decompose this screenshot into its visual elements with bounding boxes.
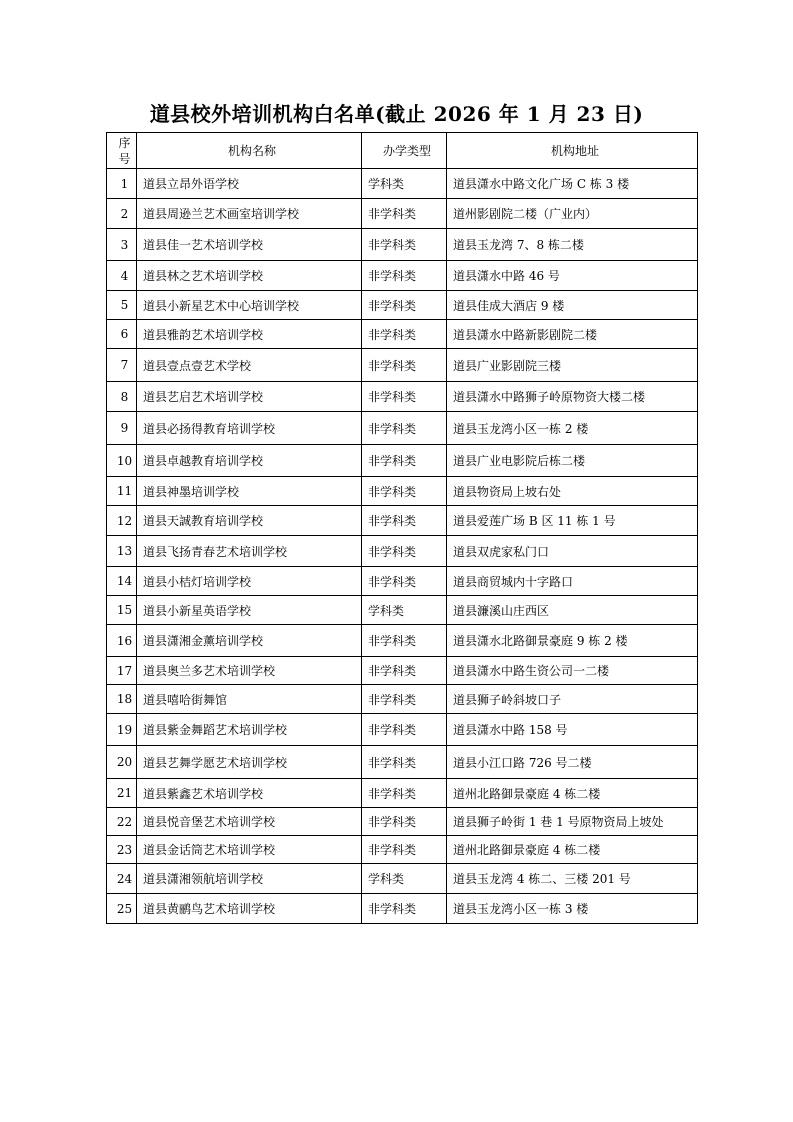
address-cell: 道县广业电影院后栋二楼 xyxy=(447,445,698,477)
school-type-cell: 非学科类 xyxy=(362,261,447,291)
school-type-cell: 非学科类 xyxy=(362,746,447,779)
institution-name-cell: 道县飞扬青春艺术培训学校 xyxy=(137,536,362,567)
row-number-cell: 23 xyxy=(107,836,137,864)
row-number-cell: 5 xyxy=(107,291,137,320)
address-cell: 道州影剧院二楼（广业内） xyxy=(447,199,698,229)
address-cell: 道县濂溪山庄西区 xyxy=(447,596,698,625)
school-type-cell: 非学科类 xyxy=(362,567,447,596)
address-cell: 道县狮子岭街 1 巷 1 号原物资局上坡处 xyxy=(447,808,698,836)
school-type-cell: 非学科类 xyxy=(362,199,447,229)
school-type-cell: 非学科类 xyxy=(362,536,447,567)
address-cell: 道县商贸城内十字路口 xyxy=(447,567,698,596)
row-number-cell: 13 xyxy=(107,536,137,567)
header-serial-line1: 序 xyxy=(118,135,131,150)
institution-name-cell: 道县潇湘领航培训学校 xyxy=(137,864,362,894)
school-type-cell: 非学科类 xyxy=(362,412,447,445)
whitelist-table xyxy=(106,132,698,924)
row-number-cell: 17 xyxy=(107,657,137,685)
address-cell: 道州北路御景豪庭 4 栋二楼 xyxy=(447,836,698,864)
table-row xyxy=(107,596,698,625)
table-row xyxy=(107,382,698,412)
address-cell: 道州北路御景豪庭 4 栋二楼 xyxy=(447,779,698,808)
table-row xyxy=(107,685,698,714)
institution-name-cell: 道县小新星英语学校 xyxy=(137,596,362,625)
institution-name-cell: 道县立昂外语学校 xyxy=(137,169,362,199)
row-number-cell: 11 xyxy=(107,477,137,506)
institution-name-cell: 道县佳一艺术培训学校 xyxy=(137,229,362,261)
row-number-cell: 22 xyxy=(107,808,137,836)
row-number-cell: 7 xyxy=(107,349,137,382)
school-type-cell: 非学科类 xyxy=(362,808,447,836)
address-cell: 道县广业影剧院三楼 xyxy=(447,349,698,382)
institution-name-cell: 道县艺舞学愿艺术培训学校 xyxy=(137,746,362,779)
address-cell: 道县潇水中路新影剧院二楼 xyxy=(447,320,698,349)
table-row xyxy=(107,412,698,445)
address-cell: 道县玉龙湾小区一栋 2 楼 xyxy=(447,412,698,445)
row-number-cell: 14 xyxy=(107,567,137,596)
table-row xyxy=(107,894,698,924)
school-type-cell: 学科类 xyxy=(362,596,447,625)
address-cell: 道县物资局上坡右处 xyxy=(447,477,698,506)
institution-name-cell: 道县神墨培训学校 xyxy=(137,477,362,506)
institution-name-cell: 道县壹点壹艺术学校 xyxy=(137,349,362,382)
table-row xyxy=(107,169,698,199)
school-type-cell: 非学科类 xyxy=(362,382,447,412)
school-type-cell: 非学科类 xyxy=(362,836,447,864)
row-number-cell: 24 xyxy=(107,864,137,894)
school-type-cell: 非学科类 xyxy=(362,894,447,924)
institution-name-cell: 道县艺启艺术培训学校 xyxy=(137,382,362,412)
address-cell: 道县小江口路 726 号二楼 xyxy=(447,746,698,779)
school-type-cell: 学科类 xyxy=(362,169,447,199)
school-type-cell: 学科类 xyxy=(362,864,447,894)
table-row xyxy=(107,291,698,320)
row-number-cell: 1 xyxy=(107,169,137,199)
table-row xyxy=(107,199,698,229)
table-row xyxy=(107,657,698,685)
school-type-cell: 非学科类 xyxy=(362,477,447,506)
table-row xyxy=(107,506,698,536)
address-cell: 道县潇水北路御景豪庭 9 栋 2 楼 xyxy=(447,625,698,657)
institution-name-cell: 道县悦音堡艺术培训学校 xyxy=(137,808,362,836)
row-number-cell: 3 xyxy=(107,229,137,261)
address-cell: 道县潇水中路文化广场 C 栋 3 楼 xyxy=(447,169,698,199)
address-cell: 道县爱莲广场 B 区 11 栋 1 号 xyxy=(447,506,698,536)
table-row xyxy=(107,536,698,567)
institution-name-cell: 道县天誠教育培训学校 xyxy=(137,506,362,536)
header-serial-number xyxy=(107,133,137,169)
page-title: 道县校外培训机构白名单(截止 2026 年 1 月 23 日) xyxy=(149,102,644,126)
table-row xyxy=(107,808,698,836)
row-number-cell: 16 xyxy=(107,625,137,657)
row-number-cell: 4 xyxy=(107,261,137,291)
row-number-cell: 10 xyxy=(107,445,137,477)
address-cell: 道县双虎家私门口 xyxy=(447,536,698,567)
school-type-cell: 非学科类 xyxy=(362,229,447,261)
institution-name-cell: 道县嘻哈街舞馆 xyxy=(137,685,362,714)
table-row xyxy=(107,714,698,746)
school-type-cell: 非学科类 xyxy=(362,685,447,714)
header-school-type: 办学类型 xyxy=(362,133,447,169)
school-type-cell: 非学科类 xyxy=(362,445,447,477)
school-type-cell: 非学科类 xyxy=(362,779,447,808)
row-number-cell: 20 xyxy=(107,746,137,779)
institution-name-cell: 道县周逊兰艺术画室培训学校 xyxy=(137,199,362,229)
institution-name-cell: 道县紫金舞蹈艺术培训学校 xyxy=(137,714,362,746)
row-number-cell: 18 xyxy=(107,685,137,714)
institution-name-cell: 道县潇湘金薰培训学校 xyxy=(137,625,362,657)
institution-name-cell: 道县林之艺术培训学校 xyxy=(137,261,362,291)
row-number-cell: 8 xyxy=(107,382,137,412)
table-row xyxy=(107,625,698,657)
institution-name-cell: 道县黄鹂鸟艺术培训学校 xyxy=(137,894,362,924)
school-type-cell: 非学科类 xyxy=(362,506,447,536)
institution-name-cell: 道县紫鑫艺术培训学校 xyxy=(137,779,362,808)
table-row xyxy=(107,746,698,779)
institution-name-cell: 道县奥兰多艺术培训学校 xyxy=(137,657,362,685)
institution-name-cell: 道县小新星艺术中心培训学校 xyxy=(137,291,362,320)
row-number-cell: 6 xyxy=(107,320,137,349)
row-number-cell: 12 xyxy=(107,506,137,536)
school-type-cell: 非学科类 xyxy=(362,349,447,382)
school-type-cell: 非学科类 xyxy=(362,625,447,657)
school-type-cell: 非学科类 xyxy=(362,320,447,349)
table-header-row xyxy=(107,133,698,169)
table-row xyxy=(107,477,698,506)
address-cell: 道县潇水中路狮子岭原物资大楼二楼 xyxy=(447,382,698,412)
row-number-cell: 9 xyxy=(107,412,137,445)
table-row xyxy=(107,836,698,864)
school-type-cell: 非学科类 xyxy=(362,657,447,685)
school-type-cell: 非学科类 xyxy=(362,291,447,320)
school-type-cell: 非学科类 xyxy=(362,714,447,746)
address-cell: 道县佳成大酒店 9 楼 xyxy=(447,291,698,320)
institution-name-cell: 道县卓越教育培训学校 xyxy=(137,445,362,477)
address-cell: 道县潇水中路生资公司一二楼 xyxy=(447,657,698,685)
table-row xyxy=(107,261,698,291)
address-cell: 道县玉龙湾 7、8 栋二楼 xyxy=(447,229,698,261)
row-number-cell: 2 xyxy=(107,199,137,229)
row-number-cell: 15 xyxy=(107,596,137,625)
header-address: 机构地址 xyxy=(447,133,698,169)
address-cell: 道县玉龙湾小区一栋 3 楼 xyxy=(447,894,698,924)
table-row xyxy=(107,864,698,894)
table-row xyxy=(107,229,698,261)
address-cell: 道县狮子岭斜坡口子 xyxy=(447,685,698,714)
header-serial-line2: 号 xyxy=(118,151,131,166)
institution-name-cell: 道县金话筒艺术培训学校 xyxy=(137,836,362,864)
institution-name-cell: 道县雅韵艺术培训学校 xyxy=(137,320,362,349)
table-row xyxy=(107,320,698,349)
row-number-cell: 19 xyxy=(107,714,137,746)
institution-name-cell: 道县必扬得教育培训学校 xyxy=(137,412,362,445)
table-row xyxy=(107,349,698,382)
table-row xyxy=(107,567,698,596)
header-institution-name: 机构名称 xyxy=(137,133,362,169)
address-cell: 道县潇水中路 158 号 xyxy=(447,714,698,746)
table-row xyxy=(107,445,698,477)
address-cell: 道县玉龙湾 4 栋二、三楼 201 号 xyxy=(447,864,698,894)
address-cell: 道县潇水中路 46 号 xyxy=(447,261,698,291)
row-number-cell: 25 xyxy=(107,894,137,924)
table-row xyxy=(107,779,698,808)
institution-name-cell: 道县小桔灯培训学校 xyxy=(137,567,362,596)
row-number-cell: 21 xyxy=(107,779,137,808)
